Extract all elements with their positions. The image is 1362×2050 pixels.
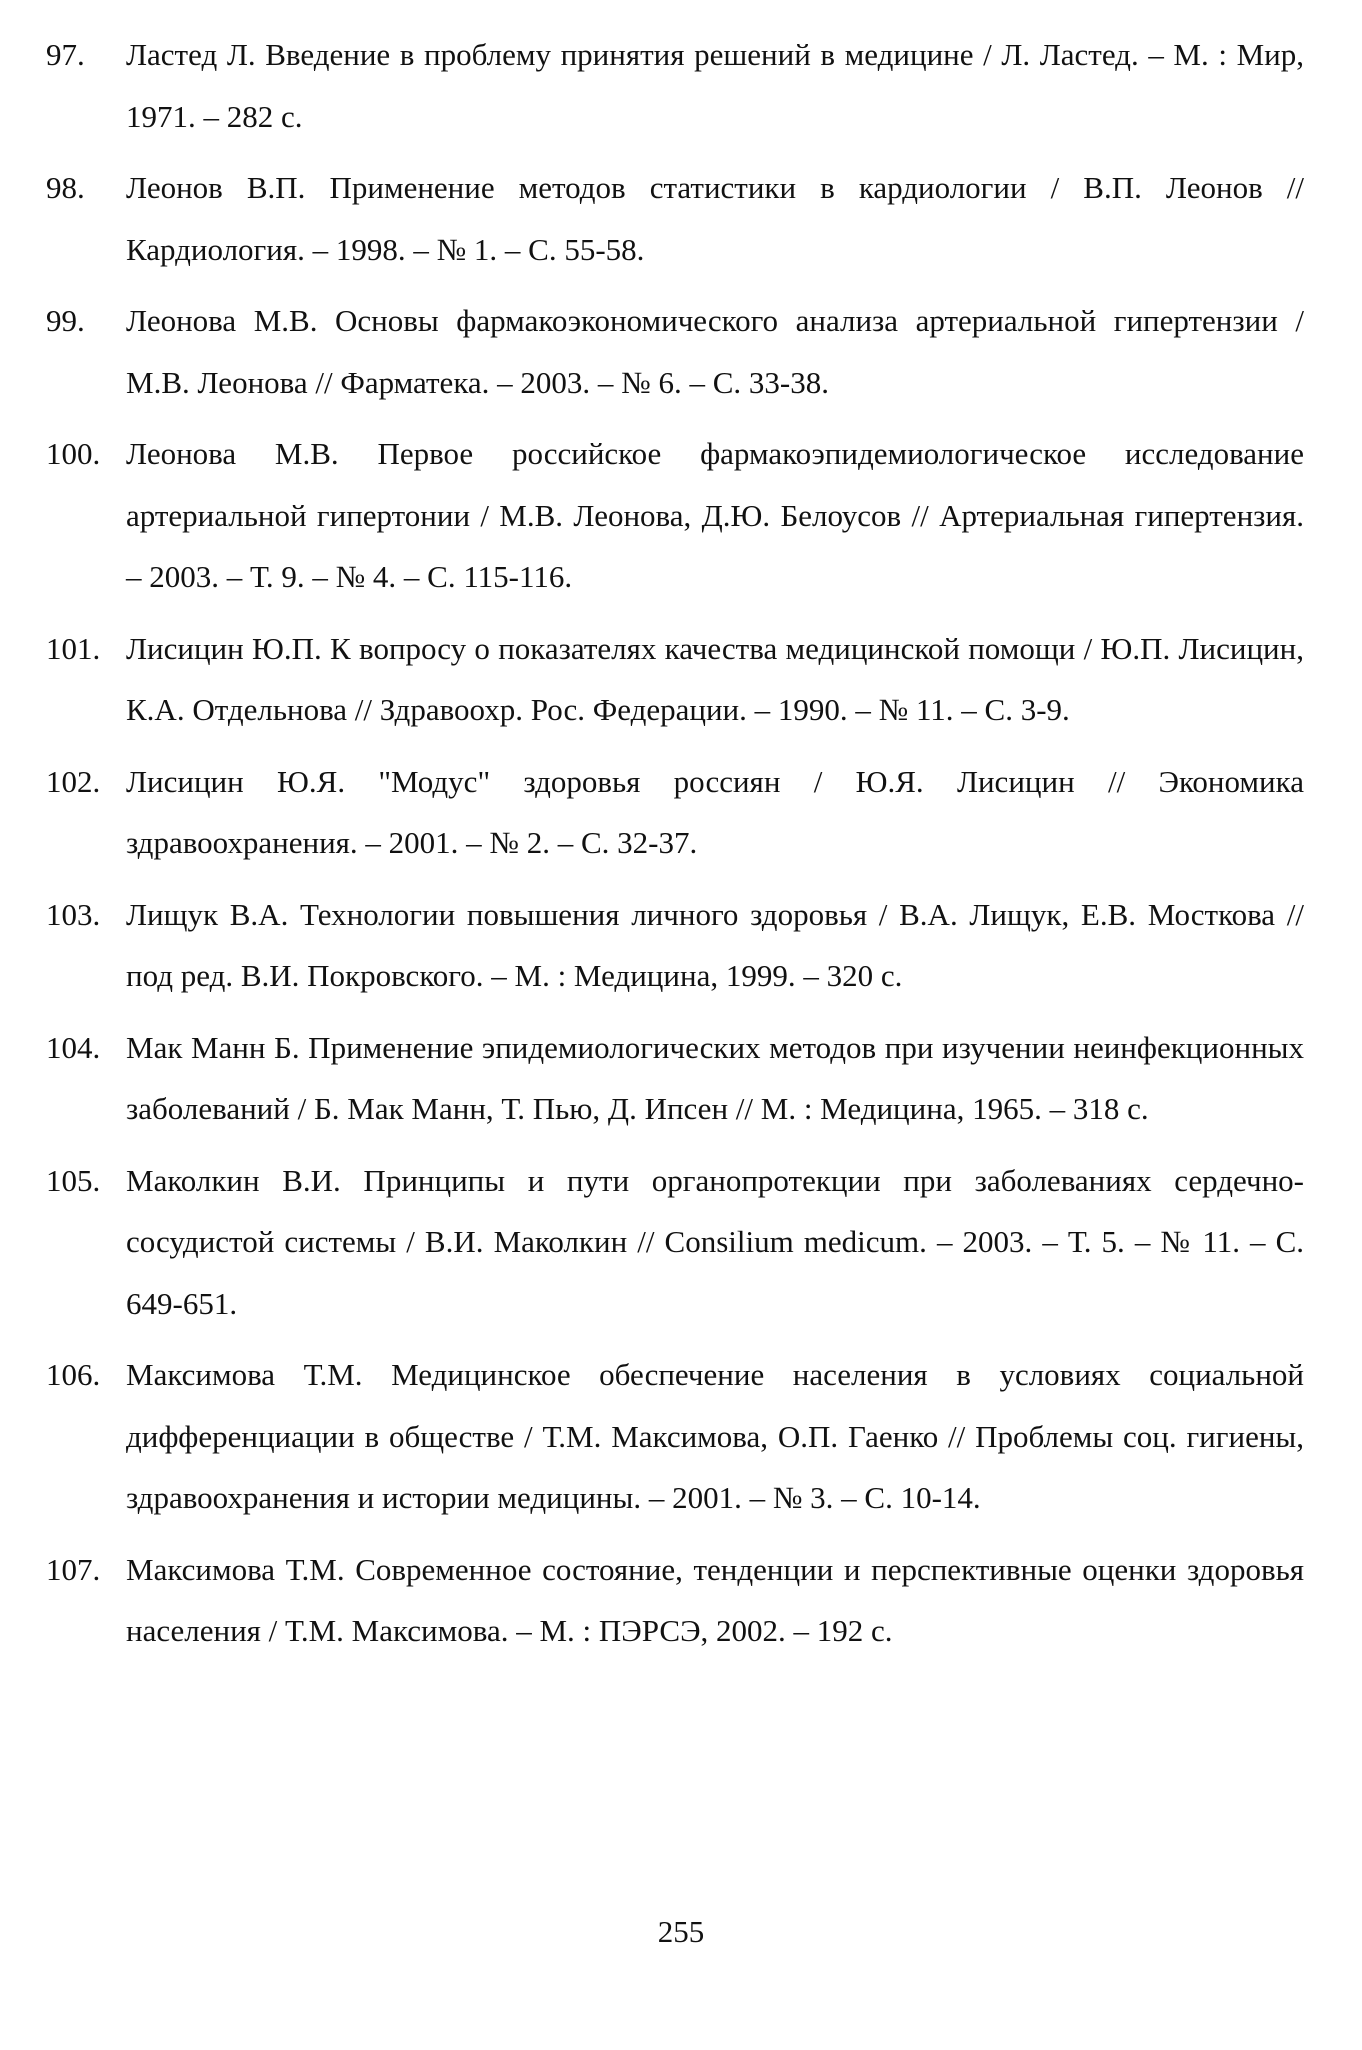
reference-text: Лисицин Ю.П. К вопросу о показателях качества медицинской помощи / Ю.П. Лисицин, К.А. Отдельнова // Здравоохр. Рос. Федерации. – 1990. – № 11. – С. 3-9. xyxy=(126,630,1304,727)
reference-text: Лисицин Ю.Я. "Модус" здоровья россиян / Ю.Я. Лисицин // Экономика здравоохранения. – 2001. – № 2. – С. 32-37. xyxy=(126,763,1304,860)
reference-number: 106. xyxy=(46,1357,101,1392)
reference-number: 103. xyxy=(46,896,101,932)
reference-number: 97. xyxy=(46,37,85,72)
reference-item-101 xyxy=(46,618,1304,741)
page-number: 255 xyxy=(657,1914,705,1949)
reference-number: 100. xyxy=(46,436,101,471)
reference-number: 107. xyxy=(46,1551,101,1587)
reference-number: 99. xyxy=(46,303,85,338)
reference-number: 98. xyxy=(46,170,85,205)
reference-item-105 xyxy=(46,1150,1304,1335)
reference-text: Леонова М.В. Основы фармакоэкономического анализа артериальной гипертензии / М.В. Леонова // Фарматека. – 2003. – № 6. – С. 33-38. xyxy=(126,303,1304,400)
reference-text: Маколкин В.И. Принципы и пути органопротекции при заболеваниях сердечно-сосудистой системы / В.И. Маколкин // Consilium medicum. – 2003. – Т. 5. – № 11. – С. 649-651. xyxy=(126,1162,1304,1321)
reference-number: 102. xyxy=(46,763,101,799)
reference-item-104 xyxy=(46,1017,1304,1140)
reference-number: 105. xyxy=(46,1162,101,1198)
reference-number: 104. xyxy=(46,1029,101,1065)
reference-text: Максимова Т.М. Современное состояние, тенденции и перспективные оценки здоровья населения / Т.М. Максимова. – М. : ПЭРСЭ, 2002. – 192 с. xyxy=(126,1551,1304,1648)
reference-number: 101. xyxy=(46,630,101,666)
reference-item-103 xyxy=(46,884,1304,1007)
reference-list xyxy=(46,24,1304,1672)
reference-item-99 xyxy=(46,290,1304,413)
reference-text: Максимова Т.М. Медицинское обеспечение населения в условиях социальной дифференциации в обществе / Т.М. Максимова, О.П. Гаенко // Проблемы соц. гигиены, здравоохранения и истории медицины. – 2001. – № 3. – С. 10-14. xyxy=(126,1357,1304,1515)
reference-item-102 xyxy=(46,751,1304,874)
reference-item-97 xyxy=(46,24,1304,147)
reference-item-107 xyxy=(46,1539,1304,1662)
reference-item-106 xyxy=(46,1344,1304,1529)
reference-text: Леонова М.В. Первое российское фармакоэпидемиологическое исследование артериальной гипертонии / М.В. Леонова, Д.Ю. Белоусов // Артериальная гипертензия. – 2003. – Т. 9. – № 4. – С. 115-116. xyxy=(126,436,1304,594)
reference-text: Леонов В.П. Применение методов статистики в кардиологии / В.П. Леонов // Кардиология. – 1998. – № 1. – С. 55-58. xyxy=(126,170,1304,267)
reference-text: Ластед Л. Введение в проблему принятия решений в медицине / Л. Ластед. – М. : Мир, 1971. – 282 с. xyxy=(126,37,1304,134)
reference-text: Лищук В.А. Технологии повышения личного здоровья / В.А. Лищук, Е.В. Мосткова // под ред. В.И. Покровского. – М. : Медицина, 1999. – 320 с. xyxy=(126,896,1304,993)
reference-item-100 xyxy=(46,423,1304,608)
reference-item-98 xyxy=(46,157,1304,280)
reference-text: Мак Манн Б. Применение эпидемиологических методов при изучении неинфекционных заболеваний / Б. Мак Манн, Т. Пью, Д. Ипсен // М. : Медицина, 1965. – 318 с. xyxy=(126,1029,1304,1126)
